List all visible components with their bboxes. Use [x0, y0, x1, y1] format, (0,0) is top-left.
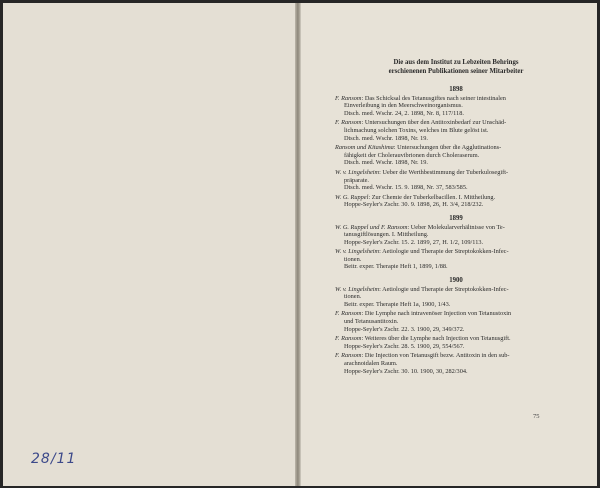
entry-line: Dtsch. med. Wschr. 1898, Nr. 19. — [344, 134, 429, 142]
year-heading: 1900 — [449, 277, 463, 285]
entry-first-line — [335, 95, 577, 103]
entry-line: und Tetanusantitoxin. — [344, 318, 399, 326]
publication-entry — [335, 224, 577, 247]
entry-line: Dtsch. med. Wschr. 15. 9. 1898, Nr. 37, 583/585. — [344, 184, 468, 192]
entry-line: lichmachung solchen Toxins, welches im Blute gelöst ist. — [344, 126, 489, 134]
entry-author: F. Ransom — [335, 94, 362, 102]
entry-line: tanusgiftlösungen. I. Mittheilung. — [344, 231, 429, 239]
entry-line: Hoppe-Seyler's Zschr. 30. 9. 1898, 26, H. 3/4, 218/232. — [344, 201, 484, 209]
publication-entry — [335, 352, 577, 375]
entry-line: tionen. — [344, 293, 362, 301]
publication-entry — [335, 169, 577, 192]
publication-entry — [335, 335, 577, 350]
publication-entry — [335, 95, 577, 118]
entry-author: W. v. Lingelsheim — [335, 168, 380, 176]
entry-first-line — [335, 248, 577, 256]
author-separator: : — [361, 94, 365, 102]
entry-line: Das Schicksal des Tetanusgiftes nach seiner intestinalen — [364, 94, 506, 102]
publication-entry — [335, 310, 577, 333]
publication-list — [335, 59, 577, 377]
entry-line: Beitr. exper. Therapie Heft 1a, 1900, 1/43. — [344, 300, 451, 308]
entry-first-line — [335, 335, 577, 343]
year-heading: 1899 — [449, 214, 463, 222]
entry-first-line — [335, 194, 577, 202]
entry-line: Untersuchungen über die Agglutinations- — [397, 144, 502, 152]
entry-line: präparate. — [344, 176, 369, 184]
author-separator: : — [379, 285, 383, 293]
entry-line: Die Injection von Tetanusgift bezw. Antitoxin in den sub- — [364, 352, 510, 360]
author-separator: : — [407, 223, 411, 231]
entry-author: F. Ransom — [335, 352, 362, 360]
year-sections — [335, 86, 577, 375]
author-separator: : — [361, 310, 365, 318]
author-separator: : — [379, 168, 383, 176]
entry-first-line — [335, 352, 577, 360]
entry-first-line — [335, 310, 577, 318]
entry-line: Einverleibung in den Meerschweinorganismus. — [344, 102, 463, 110]
entry-author: F. Ransom — [335, 310, 362, 318]
entry-line: Hoppe-Seyler's Zschr. 22. 3. 1900, 29, 349/372. — [344, 325, 465, 333]
author-separator: : — [379, 248, 383, 256]
author-separator: : — [368, 193, 372, 201]
year-heading: 1898 — [449, 86, 463, 93]
entry-line: Aetiologie und Therapie der Streptokokken-Infec- — [382, 248, 509, 256]
entry-first-line — [335, 286, 577, 294]
entry-line: Ueber die Werthbestimmung der Tuberkulosegift- — [382, 168, 509, 176]
entry-author: W. G. Ruppel und F. Ransom — [335, 223, 408, 231]
entry-first-line — [335, 224, 577, 232]
entry-line: Untersuchungen über den Antitoxinbedarf zur Unschäd- — [364, 119, 507, 127]
publication-entry — [335, 248, 577, 271]
entry-line: Die Lymphe nach intravenöser Injection von Tetanustoxin — [364, 310, 512, 318]
entry-author: Ransom und Kitashima — [335, 144, 394, 152]
publication-entry — [335, 144, 577, 167]
entry-line: fähigkeit der Cholerauvibrionen durch Choleraserum. — [344, 151, 480, 159]
author-separator: : — [361, 352, 365, 360]
handwritten-note: 28/11 — [31, 451, 77, 467]
author-separator: : — [361, 335, 365, 343]
entry-line: Zur Chemie der Tuberkelbacillen. I. Mittheilung. — [371, 193, 496, 201]
publication-entry — [335, 286, 577, 309]
entry-author: W. v. Lingelsheim — [335, 285, 380, 293]
author-separator: : — [393, 144, 398, 152]
entry-line: Ueber Molekularverhältnisse von Te- — [410, 223, 505, 231]
right-page — [301, 3, 597, 486]
entry-author: F. Ransom — [335, 119, 362, 127]
entry-line: Hoppe-Seyler's Zschr. 28. 5. 1900, 29, 554/567. — [344, 342, 465, 350]
entry-first-line — [335, 144, 577, 152]
publication-entry — [335, 194, 577, 209]
entry-line: Dtsch. med. Wschr. 24, 2. 1898, Nr. 8, 117/118. — [344, 109, 464, 117]
page-heading: Die aus dem Institut zu Lebzeiten Behrings erschienenen Publikationen seiner Mitarbeiter — [388, 59, 524, 75]
entry-author: F. Ransom — [335, 335, 362, 343]
entry-line: Beitr. exper. Therapie Heft 1, 1899, 1/88. — [344, 263, 448, 271]
entry-line: Dtsch. med. Wschr. 1898, Nr. 19. — [344, 159, 429, 167]
left-page — [3, 3, 295, 486]
entry-first-line — [335, 119, 577, 127]
entry-line: Aetiologie und Therapie der Streptokokken-Infec- — [382, 285, 509, 293]
page-number: 75 — [533, 413, 540, 420]
publication-entry — [335, 119, 577, 142]
entry-first-line — [335, 169, 577, 177]
entry-line: Hoppe-Seyler's Zschr. 30. 10. 1900, 30, 282/304. — [344, 367, 468, 375]
author-separator: : — [361, 119, 365, 127]
entry-author: W. G. Ruppel — [335, 193, 369, 201]
entry-line: tionen. — [344, 255, 362, 263]
entry-author: W. v. Lingelsheim — [335, 248, 380, 256]
entry-line: arachnoidalen Raum. — [344, 360, 398, 367]
entry-line: Weiteres über die Lymphe nach Injection von Tetanusgift. — [364, 335, 511, 343]
entry-line: Hoppe-Seyler's Zschr. 15. 2. 1899, 27, H. 1/2, 109/113. — [344, 238, 484, 246]
